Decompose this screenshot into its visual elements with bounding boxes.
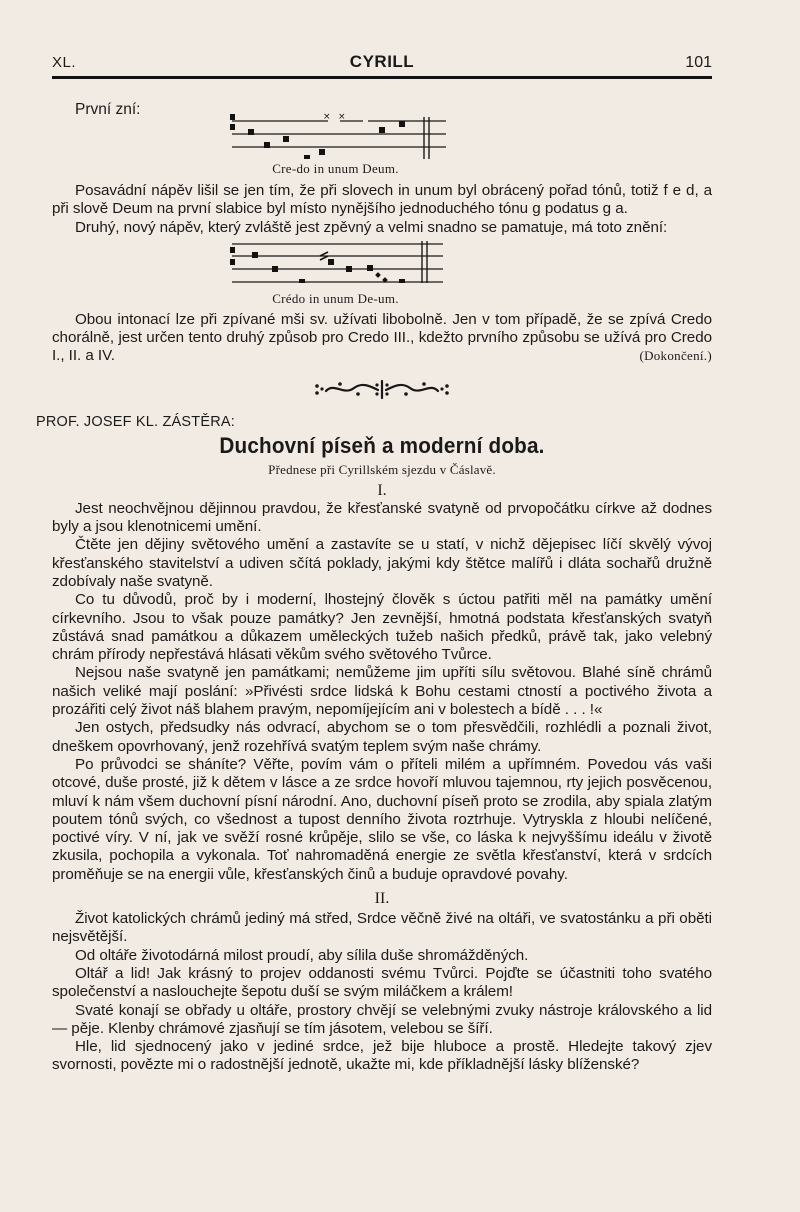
paragraph: Hle, lid sjednocený jako v jediné srdce, jež bije hluboce a prostě. Hledejte takový zjev svornosti, povězte mi o radostnější jednotě, ukažte mi, kde příkladnější lásky blíženské? [52, 1038, 712, 1074]
paragraph: Svaté konají se obřady u oltáře, prostory chvějí se velebnými zvuky nástroje královského a lid — pěje. Klenby chrámové zjasňují se tím jásotem, velebou se šíří. [52, 1001, 712, 1037]
paragraph: Čtěte jen dějiny světového umění a zastavíte se u statí, v nichž dějepisec líčí skvělý vývoj křesťanského stavitelství a udiven sčítá poklady, jakými kdy štětce malířů i dláta sochařů družně zdobívaly naše svatyně. [52, 536, 712, 590]
paragraph: Jen ostych, předsudky nás odvrací, abychom se o tom přesvědčili, rozhlédli a poznali život, dneškem opovrhovaný, jenž rozehřívá svatým teplem svým naše chrámy. [52, 719, 712, 755]
paragraph: Druhý, nový nápěv, který zvláště jest zpěvný a velmi snadno se pamatuje, má toto znění: [75, 218, 668, 236]
note [299, 279, 305, 283]
note [283, 136, 289, 142]
music-example-2 [228, 239, 478, 307]
article-subtitle: Přednese při Cyrillském sjezdu v Čáslavě. [268, 461, 496, 477]
note [399, 121, 405, 127]
note [272, 266, 278, 272]
note [252, 252, 258, 258]
chant-staff-2 [228, 239, 458, 283]
article-title: Duchovní píseň a moderní doba. [219, 432, 545, 458]
paragraph: Nejsou naše svatyně jen památkami; nemůžeme jim upříti sílu světovou. Blahé síně chrámů našich veliké mají poslání: »Přivésti srdce lidská k Bohu cestami ctností a poctivého života a prozářiti celý život náš blahem pravým, nepomíjejícím ani v bolestech a bídě . . . !« [52, 664, 712, 719]
note [375, 272, 381, 278]
section-number-1: I. [377, 481, 387, 499]
paragraph-text: Obou intonací lze při zpívané mši sv. užívati libobolně. Jen v tom případě, že se zpívá Credo chorálně, jest určen tento druhý způsob pro Credo III., kdežto prvního způsobu se užívá pro Credo I., II. a IV. [52, 310, 712, 365]
clef-mark [230, 247, 235, 253]
paragraph [52, 311, 712, 366]
note [304, 155, 310, 159]
paragraph: Co tu důvodů, proč by i moderní, lhostejný člověk s úctou patřiti měl na památky umění církevního. Jsou to však pouze památky? Jen zevnější, hmotná podstata křesťanských svatyň zůstává snad památkou a důkazem uměleckých tužeb našich předků, právě tak, jako velebný chrám přírody nepřestává hlásati věkům svého světového Tvůrce. [52, 591, 712, 664]
note [264, 142, 270, 148]
chant-staff-1 [228, 107, 458, 159]
chant-notes-2 [230, 247, 405, 283]
volume-number: XL. [52, 54, 77, 71]
clef-mark [230, 259, 235, 265]
paragraph: Život katolických chrámů jediný má střed, Srdce věčně živé na oltáři, ve svatostánku a při oběti nejsvětější. [52, 910, 712, 946]
continuation-note: (Dokončení.) [639, 348, 712, 364]
section-2-text [52, 910, 712, 1075]
ornament-divider-icon [312, 378, 452, 400]
chant-notes-1 [230, 112, 405, 159]
note [248, 129, 254, 135]
note [328, 259, 334, 265]
note [367, 265, 373, 271]
first-section-conclusion [52, 311, 712, 366]
note [379, 127, 385, 133]
music-example-1 [228, 107, 478, 177]
first-section-text [52, 182, 712, 237]
section-1-text [52, 500, 712, 884]
note [346, 266, 352, 272]
header-rule [52, 76, 712, 79]
clef-mark [230, 114, 235, 120]
section-number-2: II. [374, 890, 390, 908]
article-author: PROF. JOSEF KL. ZÁSTĚRA: [36, 413, 235, 430]
paragraph: Oltář a lid! Jak krásný to projev oddanosti svému Tvůrci. Pojďte se účastniti toho svatého společenství a naslouchejte šepotu duší se svým miláčkem a králem! [52, 964, 712, 1001]
running-header [52, 52, 712, 74]
paragraph: Posavádní nápěv lišil se jen tím, že při slovech in unum byl obrácený pořad tónů, totiž f e d, a při slově Deum na první slabice byl místo nynějšího jednoduchého tónu g podatus g a. [52, 182, 712, 218]
journal-page [36, 52, 712, 1075]
clef-mark [230, 124, 235, 130]
music-lyrics-1: Cre-do in unum Deum. [272, 161, 399, 176]
paragraph: Jest neochvějnou dějinnou pravdou, že křesťanské svatyně od prvopočátku církve až dodnes byly a jsou klenotnicemi umění. [52, 499, 712, 536]
paragraph: Po průvodci se sháníte? Věřte, povím vám o příteli milém a upřímném. Povedou vás vaši otcové, duše prosté, již k dětem v lásce a ze srdce hovoří mluvou tajemnou, rty jejich posvěcenou, mluví k nám všem duchovní písní národní. Ano, duchovní píseň proto se zrodila, aby spiala zlatým poutem tónů svých, co všednost a tupost denního života roztrhuje. Vytryskla z hloubi nelíčené, poctivé víry. V ní, jak ve svěží rosné krůpěje, slilo se vše, co láska k nejvyššímu ideálu v životě zkusila, pochopila a vykonala. Toť nahromaděná energie ze světla křesťanství, která v srdcích proměňuje se na energii vůle, křesťanských činů a buduje opravdové povahy. [52, 755, 712, 883]
intro-label: První zní: [75, 101, 141, 118]
custos-mark: × [323, 112, 331, 122]
page-number: 101 [685, 54, 712, 71]
custos-mark: × [338, 112, 346, 122]
note [399, 279, 405, 283]
journal-title: CYRILL [349, 52, 415, 71]
music-lyrics-2: Crédo in unum De-um. [272, 290, 399, 306]
note [319, 149, 325, 155]
paragraph: Od oltáře životodárná milost proudí, aby sílila duše shromážděných. [75, 946, 529, 964]
